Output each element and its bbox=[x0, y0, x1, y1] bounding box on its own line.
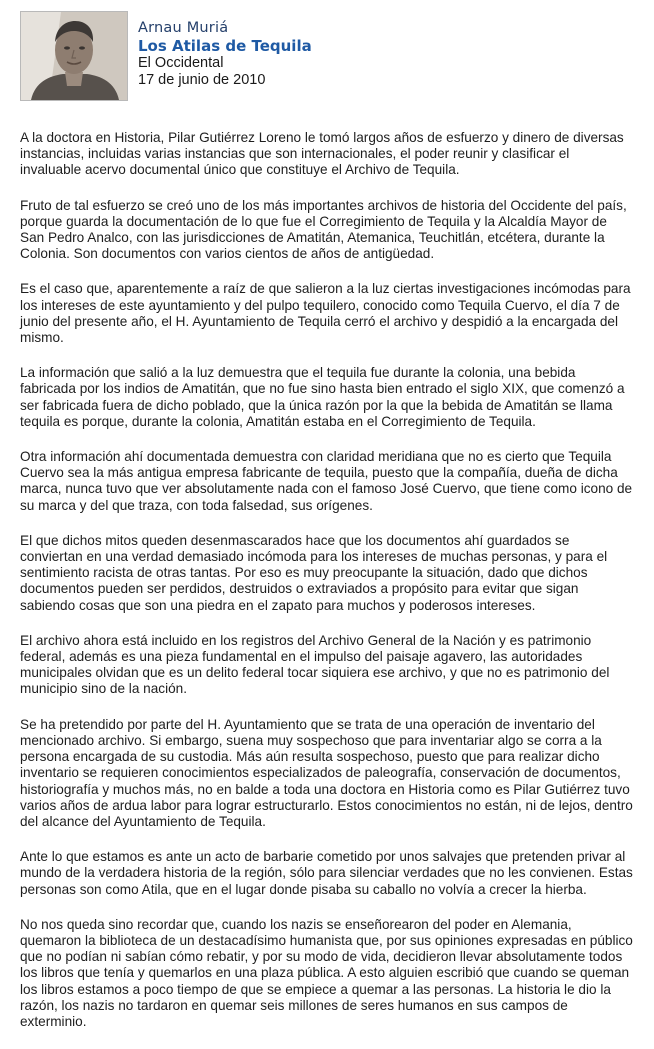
article-paragraph: El archivo ahora está incluido en los registros del Archivo General de la Nación y es patrimonio federal, además es una pieza fundamental en el impulso del paisaje agavero, las autoridades municipales olvidan que es un delito federal tocar siquiera ese archivo, y que no es patrimonio del municipio sino de la nación. bbox=[20, 632, 610, 697]
author-photo bbox=[20, 11, 128, 101]
article-paragraph: El que dichos mitos queden desenmascarados hace que los documentos ahí guardados se conviertan en una verdad demasiado incómoda para los intereses de muchas personas, y para el sentimiento racista de otras tantas. Por eso es muy preocupante la situación, dado que dichos documentos pueden ser perdidos, destruidos o extraviados a propósito para evitar que sigan sabiendo cosas que son una piedra en el zapato para muchos y poderosos intereses. bbox=[20, 532, 608, 613]
newspaper-name: El Occidental bbox=[138, 55, 224, 71]
author-name: Arnau Muriá bbox=[138, 20, 229, 36]
article-paragraph: No nos queda sino recordar que, cuando los nazis se enseñorearon del poder en Alemania, quemaron la biblioteca de un destacadísimo humanista que, por sus opiniones expresadas en público que no podían ni sabían cómo rebatir, y por su modo de vida, decidieron llevar absolutamente todos los libros que tenía y quemarlos en una plaza pública. A esto alguien escribió que cuando se queman los libros estamos a poco tiempo de que se empiece a quemar a las personas. La historia le dio la razón, los nazis no tardaron en quemar seis millones de seres humanos en sus campos de exterminio. bbox=[20, 916, 633, 1029]
article-paragraph: Fruto de tal esfuerzo se creó uno de los más importantes archivos de historia del Occidente del país, porque guarda la documentación de lo que fue el Corregimiento de Tequila y la Alcaldía Mayor de San Pedro Analco, con las jurisdicciones de Amatitán, Atemanica, Teuchitlán, etcétera, durante la Colonia. Son documentos con varios cientos de años de antigüedad. bbox=[20, 197, 627, 262]
article-paragraph: Otra información ahí documentada demuestra con claridad meridiana que no es cierto que Tequila Cuervo sea la más antigua empresa fabricante de tequila, puesto que la compañía, dueña de dicha marca, nunca tuvo que ver absolutamente nada con el famoso José Cuervo, que tiene como icono de su marca y del que traza, con toda falsedad, sus orígenes. bbox=[20, 449, 633, 513]
article-meta bbox=[138, 19, 498, 89]
article-body bbox=[20, 130, 634, 1049]
article-paragraph: Se ha pretendido por parte del H. Ayuntamiento que se trata de una operación de inventario del mencionado archivo. Si embargo, suena muy sospechoso que para inventariar algo se corra a la persona encargada de su custodia. Más aún resulta sospechoso, puesto que para realizar dicho inventario se requieren conocimientos especializados de paleografía, conservación de documentos, historiografía y muchos más, no en balde a toda una doctora en Historia como es Pilar Gutiérrez tuvo varios años de ardua labor para lograr estructurarlo. Estos conocimientos no están, ni de lejos, dentro del alcance del Ayuntamiento de Tequila. bbox=[20, 716, 633, 829]
article-paragraph: Es el caso que, aparentemente a raíz de que salieron a la luz ciertas investigaciones incómodas para los intereses de este ayuntamiento y del pulpo tequilero, conocido como Tequila Cuervo, el día 7 de junio del presente año, el H. Ayuntamiento de Tequila cerró el archivo y despidió a la encargada del mismo. bbox=[20, 281, 631, 346]
publication-date: 17 de junio de 2010 bbox=[138, 72, 266, 88]
article-title: Los Atilas de Tequila bbox=[138, 37, 312, 55]
article-paragraph: La información que salió a la luz demuestra que el tequila fue durante la colonia, una bebida fabricada por los indios de Amatitán, que no fue sino hasta bien entrado el siglo XIX, que comenzó a ser fabricada fuera de dicho poblado, que la única razón por la que la bebida de Amatitán se llama tequila es porque, durante la colonia, Amatitán estaba en el Corregimiento de Tequila. bbox=[20, 365, 625, 429]
author-portrait-icon bbox=[21, 12, 127, 100]
article-paragraph: A la doctora en Historia, Pilar Gutiérrez Loreno le tomó largos años de esfuerzo y dinero de diversas instancias, incluidas varias instancias que son internacionales, el poder reunir y clasificar el invaluable acervo documental único que constituye el Archivo de Tequila. bbox=[20, 130, 624, 178]
article-paragraph: Ante lo que estamos es ante un acto de barbarie cometido por unos salvajes que pretenden privar al mundo de la verdadera historia de la región, sólo para silenciar verdades que no les convienen. Estas personas son como Atila, que en el lugar donde pisaba su caballo no volvía a crecer la hierba. bbox=[20, 849, 633, 897]
